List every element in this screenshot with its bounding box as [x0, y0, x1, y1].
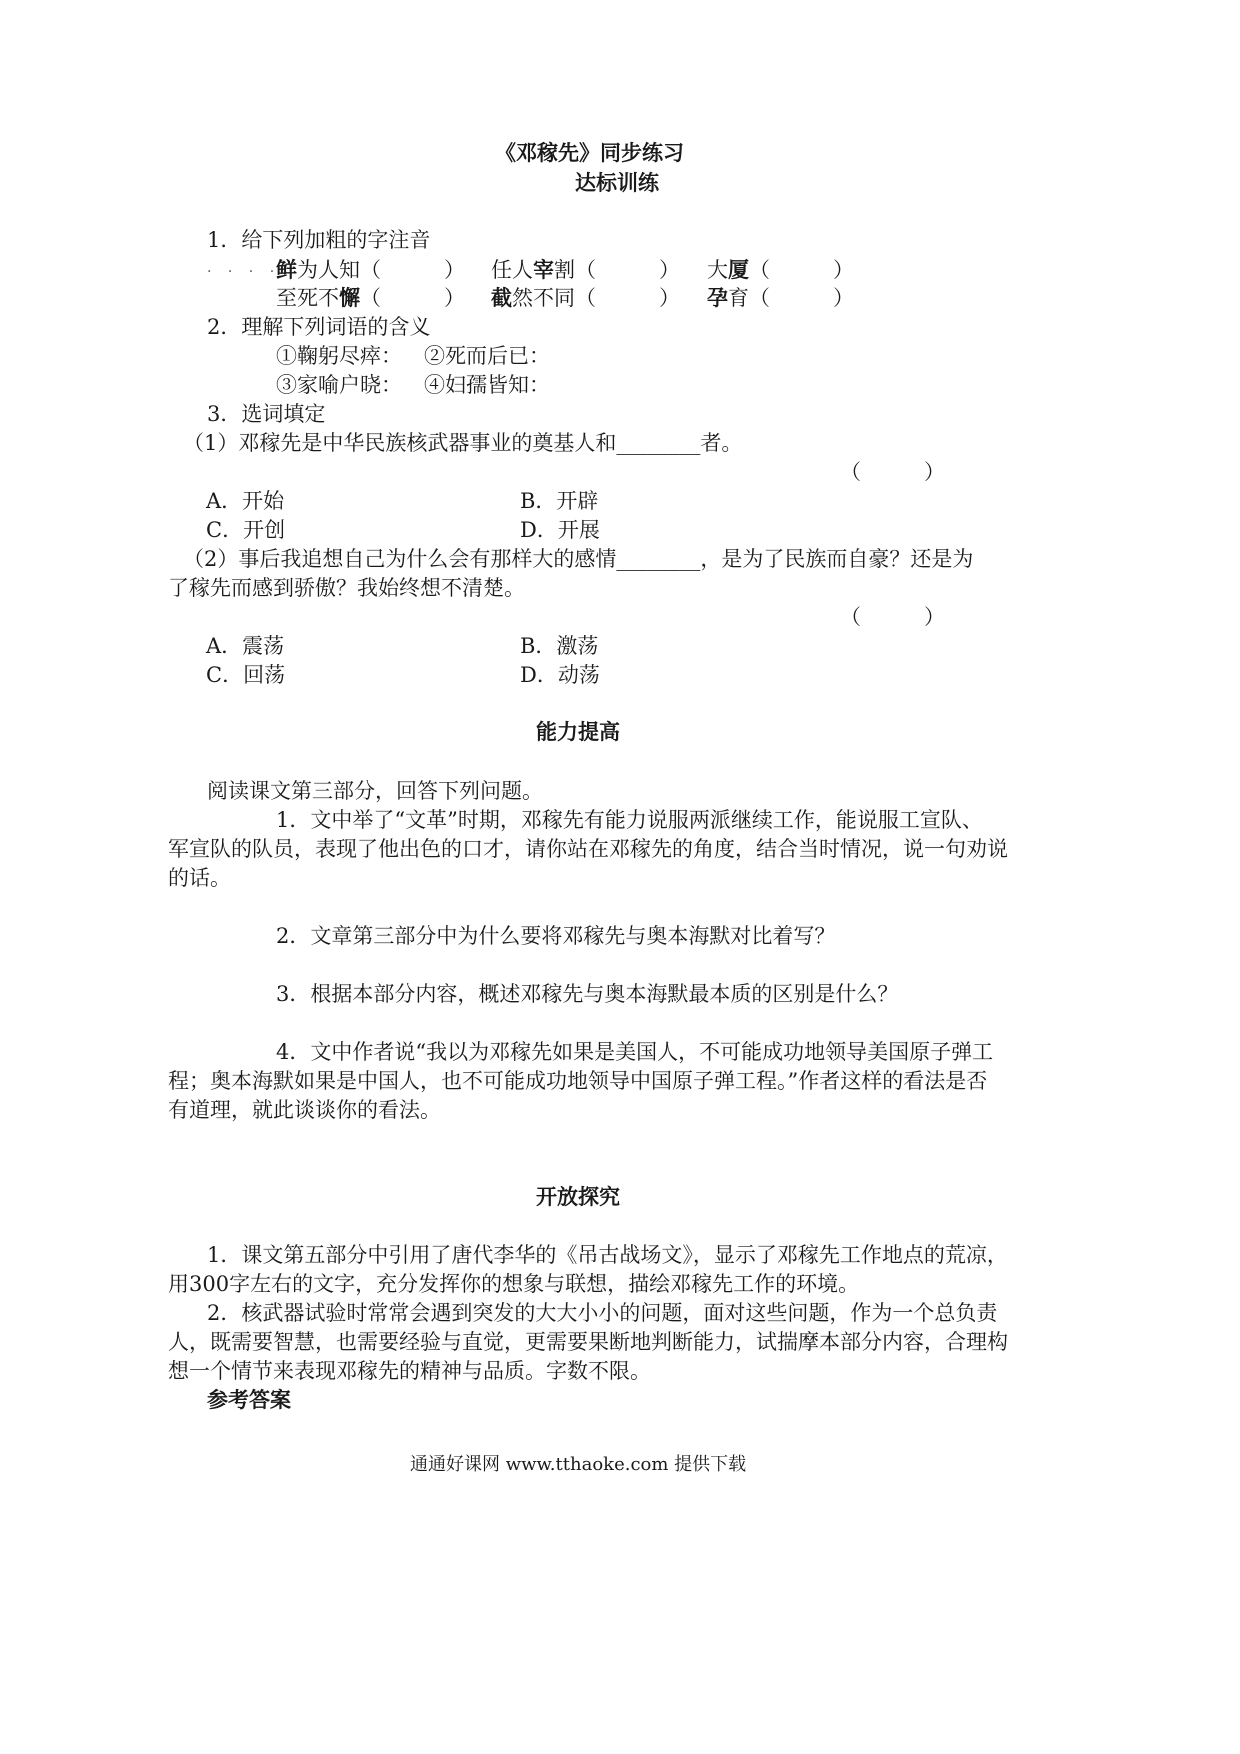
reading-q1-line: 的话。 [168, 866, 231, 890]
section-heading-standard-training: 达标训练 [575, 171, 659, 195]
q1-item-rest: （ ） [749, 258, 854, 282]
reading-intro: 阅读课文第三部分，回答下列问题。 [207, 779, 543, 803]
answers-heading: 参考答案 [207, 1388, 291, 1412]
q1-bold-char: 孕 [707, 285, 728, 310]
q3-sub2-option: C．回荡 [206, 663, 286, 687]
q1-item-rest: 割（ ） [554, 258, 680, 282]
open-q2-line: 人，既需要智慧，也需要经验与直觉，更需要果断地判断能力，试揣摩本部分内容，合理构 [168, 1330, 1008, 1354]
section-heading-open-inquiry: 开放探究 [536, 1185, 620, 1209]
q1-item-rest: 育（ ） [728, 286, 854, 310]
open-q2-line: 想一个情节来表现邓稼先的精神与品质。字数不限。 [168, 1359, 651, 1383]
q1-bold-char: 截 [491, 285, 512, 310]
q3-sub1-option: D．开展 [520, 518, 600, 542]
reading-q4-line: 程；奥本海默如果是中国人，也不可能成功地领导中国原子弹工程。”作者这样的看法是否 [168, 1069, 988, 1093]
reading-q1-line: 军宣队的队员，表现了他出色的口才，请你站在邓稼先的角度，结合当时情况，说一句劝说 [168, 837, 1008, 861]
q1-item [707, 282, 854, 314]
q3-sub1-option: C．开创 [206, 518, 286, 542]
q1-item-pre: 至死不 [276, 286, 339, 310]
q1-item-rest: （ ） [360, 286, 465, 310]
q3-sub2-line1: （2）事后我追想自己为什么会有那样大的感情________，是为了民族而自豪？还是为 [183, 547, 974, 571]
open-q2-line: 2．核武器试验时常常会遇到突发的大大小小的问题，面对这些问题，作为一个总负责 [207, 1301, 998, 1325]
q3-sub1-option: A．开始 [206, 489, 285, 513]
q2-term: ①鞠躬尽瘁： [276, 344, 402, 368]
open-q1-line: 用300字左右的文字，充分发挥你的想象与联想，描绘邓稼先工作的环境。 [168, 1272, 860, 1296]
q1-item-rest: 然不同（ ） [512, 286, 680, 310]
q1-item-pre: 大 [707, 258, 728, 282]
open-q1-line: 1．课文第五部分中引用了唐代李华的《吊古战场文》，显示了邓稼先工作地点的荒凉， [207, 1243, 1008, 1267]
q1-item [491, 282, 680, 314]
q1-bold-char: 鲜 [276, 257, 297, 282]
q3-sub2-option: D．动荡 [520, 663, 600, 687]
q3-sub2-option: B．激荡 [520, 634, 599, 658]
q2-stem: 2．理解下列词语的含义 [207, 315, 431, 339]
q2-term: ③家喻户晓： [276, 373, 402, 397]
q1-stem: 1．给下列加粗的字注音 [207, 228, 431, 252]
q1-bold-char: 厦 [728, 257, 749, 282]
q3-stem: 3．选词填定 [207, 402, 326, 426]
dot-marks: . . . . [207, 260, 281, 276]
reading-q1-line: 1．文中举了“文革”时期，邓稼先有能力说服两派继续工作，能说服工宣队、 [276, 808, 983, 832]
section-heading-ability: 能力提高 [536, 720, 620, 744]
q3-sub2-answer-paren: （ ） [840, 605, 945, 629]
q1-item-rest: 为人知（ ） [297, 258, 465, 282]
q3-sub1-text: （1）邓稼先是中华民族核武器事业的奠基人和________者。 [183, 431, 743, 455]
q3-sub1-option: B．开辟 [520, 489, 599, 513]
reading-q4-line: 4．文中作者说“我以为邓稼先如果是美国人，不可能成功地领导美国原子弹工 [276, 1040, 994, 1064]
footer-source: 通通好课网 www.tthaoke.com 提供下载 [410, 1454, 747, 1475]
q2-term: ④妇孺皆知： [424, 373, 550, 397]
q1-bold-char: 懈 [339, 285, 360, 310]
q1-item-pre: 任人 [491, 258, 533, 282]
page-title: 《邓稼先》同步练习 [495, 141, 684, 165]
q1-bold-char: 宰 [533, 257, 554, 282]
q2-term: ②死而后已： [424, 344, 550, 368]
q3-sub1-answer-paren: （ ） [840, 460, 945, 484]
reading-q4-line: 有道理，就此谈谈你的看法。 [168, 1098, 441, 1122]
q3-sub2-option: A．震荡 [206, 634, 285, 658]
q3-sub2-line2: 了稼先而感到骄傲？我始终想不清楚。 [168, 576, 525, 600]
reading-q3: 3．根据本部分内容，概述邓稼先与奥本海默最本质的区别是什么？ [276, 982, 899, 1006]
q1-item [276, 282, 465, 314]
reading-q2: 2．文章第三部分中为什么要将邓稼先与奥本海默对比着写？ [276, 924, 836, 948]
